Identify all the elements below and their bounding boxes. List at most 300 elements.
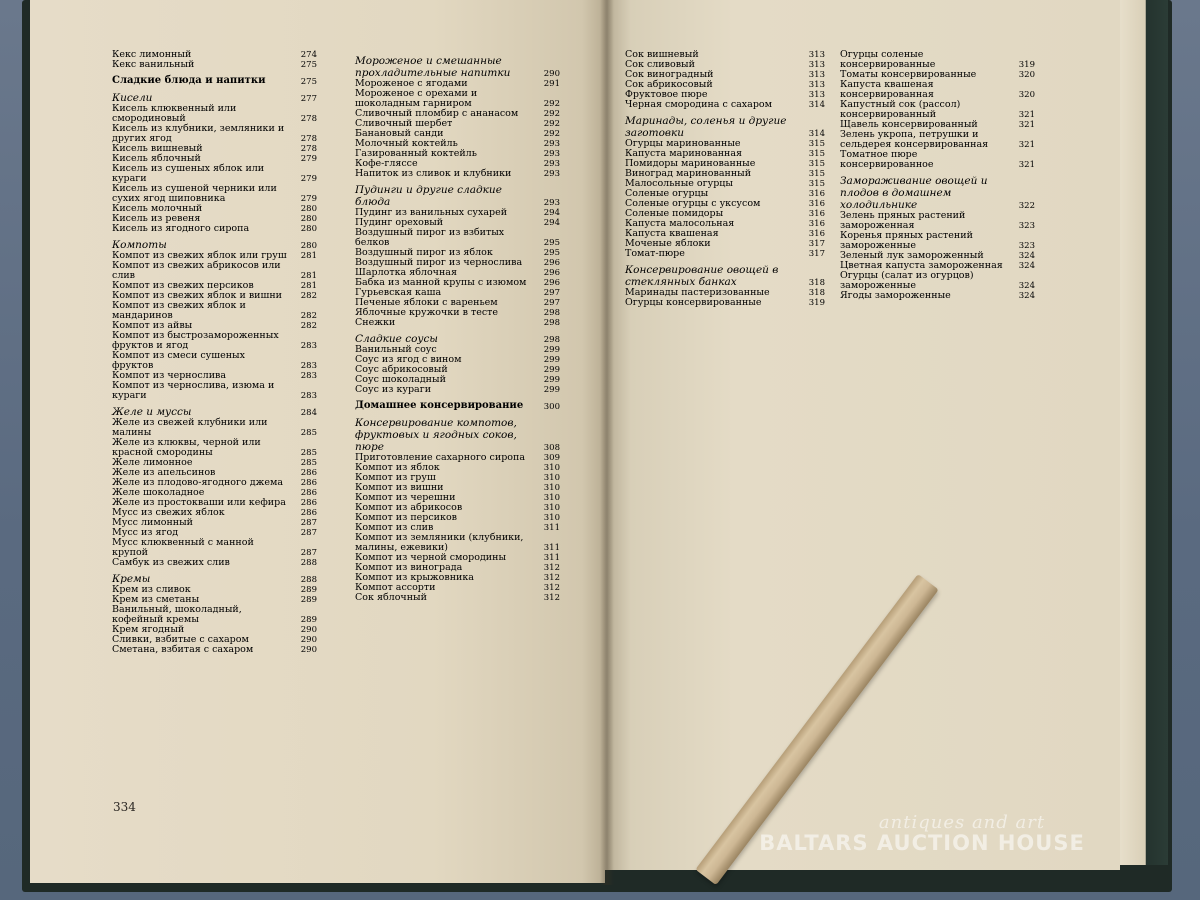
toc-entry-page: 289 (300, 595, 317, 605)
toc-entry-page: 315 (808, 179, 825, 189)
toc-entry-title: Компот из айвы (112, 320, 193, 331)
toc-entry (355, 169, 560, 179)
toc-entry-title: Огурцы (салат из огурцов) замороженные (840, 270, 974, 291)
toc-section-heading (355, 55, 560, 79)
toc-entry-page: 320 (1018, 70, 1035, 80)
toc-entry-title: Компот из винограда (355, 562, 463, 573)
toc-entry-page: 299 (543, 375, 560, 385)
toc-entry-page: 281 (300, 271, 317, 281)
watermark-tagline: antiques and art (878, 812, 1046, 833)
toc-entry-title: Зеленый лук замороженный (840, 250, 984, 261)
toc-entry-page: 282 (300, 311, 317, 321)
toc-entry-page: 294 (543, 218, 560, 228)
toc-entry-page: 286 (300, 478, 317, 488)
toc-entry-title: Мусс клюквенный с манной крупой (112, 537, 254, 558)
toc-entry-page: 311 (543, 543, 560, 553)
toc-entry-title: Томаты консервированные (840, 69, 977, 80)
toc-entry-title: Консервирование овощей в стеклянных банках (625, 264, 779, 288)
toc-entry-title: Компот из свежих яблок и мандаринов (112, 300, 246, 321)
toc-entry-title: Моченые яблоки (625, 238, 711, 249)
toc-entry-title: Компот из свежих яблок и вишни (112, 290, 283, 301)
toc-entry-title: Ванильный соус (355, 344, 437, 355)
toc-entry-page: 311 (543, 553, 560, 563)
toc-entry-title: Снежки (355, 317, 396, 328)
toc-entry-page: 324 (1018, 291, 1035, 301)
toc-entry-page: 299 (543, 385, 560, 395)
toc-entry-page: 320 (1018, 90, 1035, 100)
toc-entry-title: Капуста квашеная (625, 228, 719, 239)
toc-column-1 (112, 50, 317, 655)
toc-entry-page: 316 (808, 199, 825, 209)
watermark (722, 812, 1122, 855)
toc-entry-title: Сок вишневый (625, 49, 699, 60)
toc-entry-page: 286 (300, 498, 317, 508)
toc-entry-title: Коренья пряных растений замороженные (840, 230, 973, 251)
toc-entry-title: Воздушный пирог из чернослива (355, 257, 523, 268)
toc-entry-page: 279 (300, 194, 317, 204)
toc-entry-title: Кисель из сушеной черники или сухих ягод шиповника (112, 183, 277, 204)
toc-entry-title: Желе из свежей клубники или малины (112, 417, 268, 438)
toc-entry-page: 274 (300, 50, 317, 60)
toc-entry (112, 301, 317, 321)
toc-entry-title: Сок виноградный (625, 69, 714, 80)
toc-entry (840, 130, 1035, 150)
toc-entry-page: 279 (300, 154, 317, 164)
toc-column-3 (625, 50, 825, 308)
page-number: 334 (113, 800, 136, 814)
toc-entry-title: Сок сливовый (625, 59, 695, 70)
toc-section-heading (625, 264, 825, 288)
toc-entry-page: 316 (808, 219, 825, 229)
toc-entry-page: 292 (543, 99, 560, 109)
toc-entry-page: 296 (543, 278, 560, 288)
toc-column-4 (840, 50, 1035, 301)
toc-entry-page: 294 (543, 208, 560, 218)
toc-section-heading (355, 417, 560, 453)
toc-entry-page: 310 (543, 483, 560, 493)
toc-entry-page: 286 (300, 508, 317, 518)
toc-entry-title: Соленые огурцы (625, 188, 709, 199)
toc-section-heading (625, 115, 825, 139)
toc-entry-title: Кисель из клубники, земляники и других ягод (112, 123, 285, 144)
toc-entry-title: Кисели (112, 92, 153, 104)
toc-entry-title: Соленые помидоры (625, 208, 724, 219)
toc-entry-title: Кисель из сушеных яблок или кураги (112, 163, 265, 184)
toc-entry-page: 278 (300, 114, 317, 124)
toc-entry-page: 287 (300, 548, 317, 558)
toc-entry-title: Компот из быстрозамороженных фруктов и ягод (112, 330, 279, 351)
toc-entry-title: Капустный сок (рассол) консервированный (840, 99, 961, 120)
toc-entry-title: Виноград маринованный (625, 168, 752, 179)
toc-entry-title: Томатное пюре консервированное (840, 149, 934, 170)
toc-entry-page: 287 (300, 528, 317, 538)
toc-entry (112, 438, 317, 458)
toc-entry-title: Фруктовое пюре (625, 89, 708, 100)
toc-entry (112, 538, 317, 558)
toc-entry-page: 289 (300, 585, 317, 595)
toc-entry-page: 313 (808, 90, 825, 100)
toc-entry-title: Печеные яблоки с вареньем (355, 297, 498, 308)
toc-entry-page: 310 (543, 503, 560, 513)
toc-entry-title: Бабка из манной крупы с изюмом (355, 277, 527, 288)
toc-entry-title: Сливочный шербет (355, 118, 453, 129)
toc-entry-title: Маринады, соленья и другие заготовки (625, 115, 787, 139)
toc-entry-page: 313 (808, 80, 825, 90)
toc-entry-page: 292 (543, 119, 560, 129)
toc-entry (840, 150, 1035, 170)
toc-entry (840, 80, 1035, 100)
toc-entry-title: Компот из вишни (355, 482, 444, 493)
toc-entry-title: Желе из клюквы, черной или красной смородины (112, 437, 261, 458)
toc-entry-title: Кисель яблочный (112, 153, 201, 164)
toc-entry-title: Гурьевская каша (355, 287, 442, 298)
toc-entry-title: Домашнее консервирование (355, 400, 524, 411)
toc-entry-page: 280 (300, 204, 317, 214)
toc-entry-title: Компот из персиков (355, 512, 458, 523)
toc-entry (355, 89, 560, 109)
toc-entry (112, 104, 317, 124)
toc-entry (112, 184, 317, 204)
toc-entry-title: Компот из слив (355, 522, 434, 533)
toc-entry (355, 593, 560, 603)
toc-entry-page: 317 (808, 249, 825, 259)
toc-entry-page: 282 (300, 321, 317, 331)
toc-entry-page: 290 (300, 635, 317, 645)
toc-entry-page: 295 (543, 238, 560, 248)
toc-entry-title: Самбук из свежих слив (112, 557, 230, 568)
toc-entry-page: 290 (300, 645, 317, 655)
toc-entry-page: 286 (300, 468, 317, 478)
toc-entry-page: 298 (543, 308, 560, 318)
toc-entry-title: Компот из крыжовника (355, 572, 474, 583)
toc-entry-title: Соус из ягод с вином (355, 354, 462, 365)
toc-entry-page: 314 (808, 129, 825, 139)
toc-entry-page: 318 (808, 278, 825, 288)
toc-entry-title: Компот из смеси сушеных фруктов (112, 350, 245, 371)
toc-entry-page: 319 (1018, 60, 1035, 70)
toc-entry-title: Кекс лимонный (112, 49, 192, 60)
toc-entry-page: 315 (808, 169, 825, 179)
toc-entry-title: Помидоры маринованные (625, 158, 756, 169)
toc-entry-page: 295 (543, 248, 560, 258)
toc-entry-page: 312 (543, 573, 560, 583)
toc-entry-title: Малосольные огурцы (625, 178, 733, 189)
toc-entry (840, 211, 1035, 231)
toc-part-heading (112, 75, 317, 87)
toc-entry-page: 318 (808, 288, 825, 298)
toc-entry-page: 285 (300, 428, 317, 438)
toc-entry-title: Сок абрикосовый (625, 79, 713, 90)
toc-entry-title: Капуста квашеная консервированная (840, 79, 934, 100)
toc-entry-title: Приготовление сахарного сиропа (355, 452, 525, 463)
toc-entry-page: 293 (543, 159, 560, 169)
toc-entry-page: 289 (300, 615, 317, 625)
toc-entry (112, 60, 317, 70)
toc-entry (840, 100, 1035, 120)
toc-section-heading (840, 175, 1035, 211)
toc-entry (840, 291, 1035, 301)
toc-entry-page: 312 (543, 583, 560, 593)
toc-section-heading (355, 184, 560, 208)
toc-entry-page: 288 (300, 558, 317, 568)
toc-entry-page: 321 (1018, 160, 1035, 170)
toc-entry-title: Кисель вишневый (112, 143, 203, 154)
toc-entry (355, 228, 560, 248)
toc-entry-page: 317 (808, 239, 825, 249)
toc-entry-page: 324 (1018, 281, 1035, 291)
toc-entry-title: Огурцы соленые консервированные (840, 49, 936, 70)
toc-entry-page: 323 (1018, 241, 1035, 251)
toc-entry-page: 308 (543, 443, 560, 453)
toc-entry-title: Компот из груш (355, 472, 436, 483)
toc-entry-page: 310 (543, 493, 560, 503)
toc-entry (625, 298, 825, 308)
toc-entry-page: 316 (808, 229, 825, 239)
toc-entry-page: 290 (543, 69, 560, 79)
toc-entry-page: 324 (1018, 261, 1035, 271)
toc-entry-page: 312 (543, 593, 560, 603)
toc-entry-title: Желе и муссы (112, 406, 192, 418)
toc-entry-title: Пудинг из ванильных сухарей (355, 207, 508, 218)
toc-entry-page: 310 (543, 463, 560, 473)
toc-entry-page: 298 (543, 335, 560, 345)
toc-entry-title: Соус шоколадный (355, 374, 446, 385)
toc-entry-title: Сладкие блюда и напитки (112, 75, 266, 86)
toc-entry-page: 309 (543, 453, 560, 463)
toc-entry-title: Кисель из ягодного сиропа (112, 223, 250, 234)
toc-entry (112, 645, 317, 655)
toc-entry-title: Крем из сливок (112, 584, 191, 595)
toc-entry-page: 321 (1018, 110, 1035, 120)
toc-entry-title: Сливочный пломбир с ананасом (355, 108, 519, 119)
toc-entry-page: 299 (543, 345, 560, 355)
toc-entry-title: Огурцы консервированные (625, 297, 762, 308)
toc-entry-title: Пудинги и другие сладкие блюда (355, 184, 502, 208)
toc-entry-title: Желе из плодово-ягодного джема (112, 477, 284, 488)
toc-entry (625, 249, 825, 259)
book-gutter (600, 0, 614, 885)
toc-entry-title: Воздушный пирог из яблок (355, 247, 493, 258)
toc-entry-title: Кофе-гляссе (355, 158, 418, 169)
toc-entry-title: Пудинг ореховый (355, 217, 444, 228)
toc-entry (112, 224, 317, 234)
toc-entry-page: 315 (808, 139, 825, 149)
toc-entry-page: 291 (543, 79, 560, 89)
toc-entry-page: 296 (543, 268, 560, 278)
toc-entry-page: 293 (543, 149, 560, 159)
toc-entry-title: Компот ассорти (355, 582, 436, 593)
toc-entry-page: 275 (300, 77, 317, 87)
toc-entry-page: 292 (543, 129, 560, 139)
toc-entry-title: Компот из чернослива (112, 370, 227, 381)
toc-entry-title: Кремы (112, 573, 151, 585)
toc-entry-page: 292 (543, 109, 560, 119)
toc-entry-page: 319 (808, 298, 825, 308)
toc-entry-page: 281 (300, 281, 317, 291)
toc-entry-page: 299 (543, 355, 560, 365)
toc-entry-title: Соус из кураги (355, 384, 432, 395)
toc-entry-title: Маринады пастеризованные (625, 287, 770, 298)
toc-entry (112, 331, 317, 351)
toc-entry-title: Капуста малосольная (625, 218, 735, 229)
toc-entry-title: Компот из свежих абрикосов или слив (112, 260, 281, 281)
toc-entry-page: 290 (300, 625, 317, 635)
toc-entry-title: Мороженое с орехами и шоколадным гарниром (355, 88, 478, 109)
toc-entry-title: Капуста маринованная (625, 148, 743, 159)
toc-entry (625, 100, 825, 110)
toc-entry-page: 293 (543, 169, 560, 179)
toc-entry-title: Компот из земляники (клубники, малины, ежевики) (355, 532, 524, 553)
toc-entry (840, 231, 1035, 251)
toc-entry-page: 283 (300, 341, 317, 351)
toc-entry-title: Желе лимонное (112, 457, 193, 468)
toc-entry-title: Сок яблочный (355, 592, 427, 603)
toc-entry-page: 286 (300, 488, 317, 498)
toc-entry-page: 299 (543, 365, 560, 375)
toc-entry-page: 298 (543, 318, 560, 328)
toc-entry-title: Компот из свежих персиков (112, 280, 254, 291)
toc-entry-title: Желе шоколадное (112, 487, 205, 498)
toc-entry-title: Банановый санди (355, 128, 444, 139)
toc-entry-title: Кисель молочный (112, 203, 203, 214)
toc-entry-title: Мусс из ягод (112, 527, 179, 538)
toc-entry-title: Компот из абрикосов (355, 502, 463, 513)
toc-entry-page: 283 (300, 371, 317, 381)
toc-entry-page: 311 (543, 523, 560, 533)
toc-entry-page: 314 (808, 100, 825, 110)
toc-entry-title: Компот из яблок (355, 462, 440, 473)
toc-entry-title: Крем ягодный (112, 624, 185, 635)
toc-entry-title: Компот из чернослива, изюма и кураги (112, 380, 275, 401)
watermark-brand: BALTARS AUCTION HOUSE (759, 831, 1085, 855)
toc-entry-page: 310 (543, 513, 560, 523)
toc-entry (112, 164, 317, 184)
toc-entry-page: 321 (1018, 140, 1035, 150)
toc-entry-page: 278 (300, 134, 317, 144)
toc-entry-title: Кисель клюквенный или смородиновый (112, 103, 237, 124)
toc-entry-title: Консервирование компотов, фруктовых и ягодных соков, пюре (355, 417, 517, 453)
toc-entry-page: 296 (543, 258, 560, 268)
toc-entry-title: Цветная капуста замороженная (840, 260, 1003, 271)
toc-entry-page: 322 (1018, 201, 1035, 211)
toc-entry-title: Зелень пряных растений замороженная (840, 210, 966, 231)
toc-entry-page: 313 (808, 70, 825, 80)
toc-entry-title: Компот из черешни (355, 492, 456, 503)
toc-entry-page: 315 (808, 149, 825, 159)
toc-entry-page: 282 (300, 291, 317, 301)
toc-entry (355, 385, 560, 395)
toc-entry (112, 381, 317, 401)
toc-entry-page: 284 (300, 408, 317, 418)
toc-entry-page: 288 (300, 575, 317, 585)
toc-entry-title: Щавель консервированный (840, 119, 978, 130)
toc-entry-title: Напиток из сливок и клубники (355, 168, 512, 179)
toc-entry-page: 285 (300, 448, 317, 458)
toc-entry (112, 605, 317, 625)
toc-column-2 (355, 50, 560, 603)
toc-entry-title: Замораживание овощей и плодов в домашнем холодильнике (840, 175, 988, 211)
toc-entry-title: Томат-пюре (625, 248, 685, 259)
toc-entry-page: 275 (300, 60, 317, 70)
toc-entry-title: Шарлотка яблочная (355, 267, 457, 278)
toc-entry-title: Мороженое с ягодами (355, 78, 468, 89)
toc-entry (840, 50, 1035, 70)
toc-entry (112, 261, 317, 281)
toc-entry-title: Сладкие соусы (355, 333, 438, 345)
toc-entry-page: 280 (300, 224, 317, 234)
toc-entry (112, 351, 317, 371)
toc-entry (112, 124, 317, 144)
toc-entry-page: 281 (300, 251, 317, 261)
toc-entry-page: 287 (300, 518, 317, 528)
toc-entry-title: Мусс из свежих яблок (112, 507, 225, 518)
book-page-edges (1118, 0, 1168, 865)
toc-entry-title: Соус абрикосовый (355, 364, 448, 375)
toc-entry-title: Мороженое и смешанные прохладительные напитки (355, 55, 511, 79)
toc-entry-page: 323 (1018, 221, 1035, 231)
toc-entry-title: Компоты (112, 239, 167, 251)
toc-entry-page: 293 (543, 139, 560, 149)
toc-entry-page: 278 (300, 144, 317, 154)
toc-entry-title: Сливки, взбитые с сахаром (112, 634, 249, 645)
toc-entry-title: Мусс лимонный (112, 517, 194, 528)
toc-entry-page: 313 (808, 50, 825, 60)
toc-entry-page: 312 (543, 563, 560, 573)
toc-entry-page: 283 (300, 391, 317, 401)
toc-entry-title: Желе из апельсинов (112, 467, 216, 478)
toc-entry-page: 310 (543, 473, 560, 483)
toc-entry-title: Желе из простокваши или кефира (112, 497, 286, 508)
toc-entry-page: 324 (1018, 251, 1035, 261)
toc-entry-title: Газированный коктейль (355, 148, 477, 159)
toc-entry-title: Кисель из ревеня (112, 213, 201, 224)
toc-entry (355, 533, 560, 553)
toc-part-heading (355, 400, 560, 412)
toc-entry-page: 277 (300, 94, 317, 104)
toc-entry-title: Кекс ванильный (112, 59, 195, 70)
toc-entry-title: Огурцы маринованные (625, 138, 741, 149)
toc-entry-title: Молочный коктейль (355, 138, 458, 149)
toc-entry-page: 316 (808, 209, 825, 219)
toc-entry-title: Соленые огурцы с уксусом (625, 198, 761, 209)
toc-entry (112, 558, 317, 568)
toc-entry (112, 418, 317, 438)
toc-entry-title: Зелень укропа, петрушки и сельдерея консервированная (840, 129, 989, 150)
toc-entry-page: 315 (808, 159, 825, 169)
toc-entry-page: 280 (300, 214, 317, 224)
toc-entry-title: Ванильный, шоколадный, кофейный кремы (112, 604, 242, 625)
toc-entry (840, 271, 1035, 291)
toc-entry-page: 293 (543, 198, 560, 208)
toc-entry-page: 283 (300, 361, 317, 371)
toc-entry-title: Компот из свежих яблок или груш (112, 250, 287, 261)
toc-entry-title: Сметана, взбитая с сахаром (112, 644, 254, 655)
toc-entry-page: 297 (543, 298, 560, 308)
toc-entry (355, 318, 560, 328)
toc-entry-title: Яблочные кружочки в тесте (355, 307, 499, 318)
toc-entry-page: 297 (543, 288, 560, 298)
toc-entry-title: Ягоды замороженные (840, 290, 951, 301)
toc-entry-page: 300 (543, 402, 560, 412)
toc-entry-title: Черная смородина с сахаром (625, 99, 773, 110)
toc-entry-title: Компот из черной смородины (355, 552, 507, 563)
toc-entry-page: 313 (808, 60, 825, 70)
toc-entry-title: Воздушный пирог из взбитых белков (355, 227, 505, 248)
toc-entry-page: 279 (300, 174, 317, 184)
toc-entry-page: 280 (300, 241, 317, 251)
toc-entry-title: Крем из сметаны (112, 594, 200, 605)
toc-entry-page: 321 (1018, 120, 1035, 130)
